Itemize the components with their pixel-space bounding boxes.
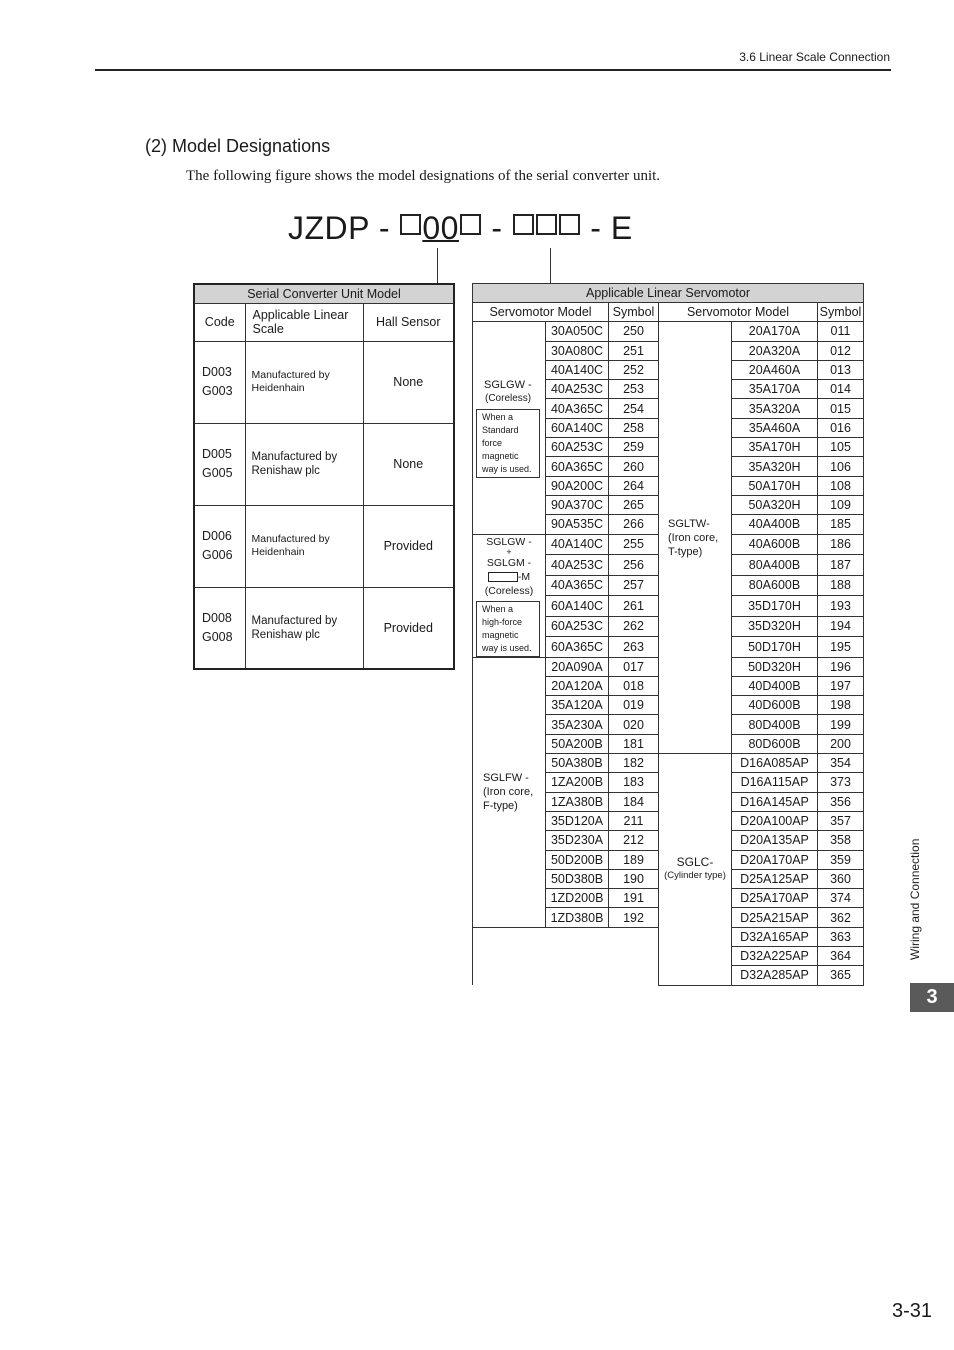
symbol-cell: 251 (609, 341, 659, 360)
group-label: F-type) (483, 800, 518, 813)
model-cell: 50A200B (546, 734, 609, 753)
symbol-cell: 252 (609, 360, 659, 379)
code-cell (194, 341, 245, 423)
model-cell: 60A365C (546, 457, 609, 476)
model-cell: 35A120A (546, 696, 609, 715)
symbol-cell: 259 (609, 438, 659, 457)
model-cell: 80D400B (732, 715, 818, 734)
model-cell: 60A253C (546, 438, 609, 457)
model-sep: - (481, 210, 512, 246)
group-label: SGLTW- (668, 517, 710, 530)
model-cell: 35A320H (732, 457, 818, 476)
model-cell: D32A225AP (732, 947, 818, 966)
scale-cell: Manufactured by Heidenhain (245, 341, 363, 423)
symbol-cell: 020 (609, 715, 659, 734)
model-cell: D16A145AP (732, 792, 818, 811)
suffix-text: -M (517, 570, 531, 583)
col-header-scale: Applicable Linear Scale (245, 303, 363, 341)
hall-cell: Provided (363, 587, 454, 669)
symbol-cell: 183 (609, 773, 659, 792)
header-rule (95, 69, 891, 71)
model-mid: 00 (422, 210, 459, 246)
converter-unit-table (193, 283, 455, 670)
group-label: SGLGW - (486, 535, 532, 548)
code-value: G008 (202, 629, 233, 644)
model-cell: 40A253C (546, 555, 609, 576)
table-row (194, 423, 454, 505)
symbol-cell: 184 (609, 792, 659, 811)
code-value: D006 (202, 529, 232, 543)
group-cell-sglgw-m (473, 534, 546, 657)
model-suffix: - E (580, 210, 633, 246)
symbol-cell: 363 (818, 927, 864, 946)
group-label: T-type) (668, 545, 703, 558)
symbol-cell: 181 (609, 734, 659, 753)
model-cell: 50D380B (546, 869, 609, 888)
running-header: 3.6 Linear Scale Connection (739, 50, 890, 64)
symbol-cell: 356 (818, 792, 864, 811)
group-label: (Iron core, (668, 531, 719, 544)
symbol-cell: 265 (609, 495, 659, 514)
group-label: (Coreless) (484, 584, 534, 597)
symbol-cell: 263 (609, 637, 659, 658)
symbol-cell: 014 (818, 380, 864, 399)
hall-cell: None (363, 423, 454, 505)
group-label: + (506, 546, 512, 557)
model-cell: 35A230A (546, 715, 609, 734)
symbol-cell: 106 (818, 457, 864, 476)
symbol-cell: 354 (818, 754, 864, 773)
symbol-cell: 199 (818, 715, 864, 734)
code-value: D008 (202, 610, 232, 625)
symbol-cell: 198 (818, 696, 864, 715)
symbol-cell: 108 (818, 476, 864, 495)
model-cell: 35D320H (732, 616, 818, 637)
symbol-cell: 196 (818, 657, 864, 676)
code-value: G005 (202, 466, 233, 480)
model-cell: 50D320H (732, 657, 818, 676)
model-cell: 40D600B (732, 696, 818, 715)
symbol-cell: 362 (818, 908, 864, 927)
symbol-cell: 182 (609, 754, 659, 773)
model-cell: 80D600B (732, 734, 818, 753)
table-row (194, 505, 454, 587)
symbol-cell: 250 (609, 322, 659, 341)
symbol-cell: 260 (609, 457, 659, 476)
placeholder-box-icon (559, 214, 580, 235)
group-label: SGLGW - (484, 378, 532, 391)
model-cell: 20A320A (732, 341, 818, 360)
placeholder-box-icon (488, 572, 518, 582)
model-cell: D25A215AP (732, 908, 818, 927)
model-cell: 20A120A (546, 676, 609, 695)
model-cell: D20A135AP (732, 831, 818, 850)
model-cell: 1ZA380B (546, 792, 609, 811)
symbol-cell: 256 (609, 555, 659, 576)
symbol-cell: 359 (818, 850, 864, 869)
symbol-cell: 360 (818, 869, 864, 888)
symbol-cell: 264 (609, 476, 659, 495)
model-cell: D25A125AP (732, 869, 818, 888)
model-cell: 1ZA200B (546, 773, 609, 792)
symbol-cell: 187 (818, 555, 864, 576)
model-cell: 80A400B (732, 555, 818, 576)
group-label: (Coreless) (485, 392, 532, 404)
symbol-cell: 018 (609, 676, 659, 695)
model-cell: 35A460A (732, 418, 818, 437)
symbol-cell: 016 (818, 418, 864, 437)
model-cell: 30A080C (546, 341, 609, 360)
converter-table-title: Serial Converter Unit Model (194, 284, 454, 303)
symbol-cell: 192 (609, 908, 659, 927)
symbol-cell: 211 (609, 811, 659, 830)
placeholder-box-icon (536, 214, 557, 235)
model-cell: 20A170A (732, 322, 818, 341)
group-cell-sglgw (473, 322, 546, 534)
model-cell: D20A170AP (732, 850, 818, 869)
model-cell: 50A380B (546, 754, 609, 773)
chapter-side-title: Wiring and Connection (908, 838, 922, 960)
model-cell: 60A365C (546, 637, 609, 658)
symbol-cell: 194 (818, 616, 864, 637)
group-label: SGLGM - (486, 556, 532, 569)
col-header-hall: Hall Sensor (363, 303, 454, 341)
scale-cell: Manufactured by Renishaw plc (245, 587, 363, 669)
group-label: SGLC- (676, 855, 714, 870)
model-cell: D16A085AP (732, 754, 818, 773)
symbol-cell: 011 (818, 322, 864, 341)
model-cell: 40A253C (546, 380, 609, 399)
model-cell: 35D170H (732, 596, 818, 617)
hall-cell: Provided (363, 505, 454, 587)
model-cell: D16A115AP (732, 773, 818, 792)
code-cell (194, 423, 245, 505)
servo-table-title: Applicable Linear Servomotor (473, 284, 864, 303)
model-cell: 20A090A (546, 657, 609, 676)
code-value: G006 (202, 548, 233, 562)
model-cell: 35A170A (732, 380, 818, 399)
symbol-cell: 190 (609, 869, 659, 888)
scale-cell: Manufactured by Heidenhain (245, 505, 363, 587)
page-number: 3-31 (892, 1300, 933, 1322)
group-label: (Iron core, (483, 786, 534, 799)
model-designation (288, 210, 633, 247)
model-cell: D20A100AP (732, 811, 818, 830)
group-label: SGLFW - (483, 772, 529, 785)
converter-code-placeholder (399, 210, 482, 246)
symbol-cell: 105 (818, 438, 864, 457)
symbol-cell: 195 (818, 637, 864, 658)
model-cell: 20A460A (732, 360, 818, 379)
symbol-cell: 266 (609, 515, 659, 534)
model-cell: 40A400B (732, 515, 818, 534)
group-cell-sglc (659, 754, 732, 986)
symbol-cell: 357 (818, 811, 864, 830)
symbol-cell: 013 (818, 360, 864, 379)
symbol-cell: 374 (818, 889, 864, 908)
code-value: D003 (202, 365, 232, 379)
model-cell: 35D230A (546, 831, 609, 850)
model-cell: 90A535C (546, 515, 609, 534)
model-cell: 60A140C (546, 418, 609, 437)
code-cell (194, 587, 245, 669)
table-row (194, 587, 454, 669)
group-cell-sgltw (659, 322, 732, 754)
model-cell: 50D200B (546, 850, 609, 869)
intro-text: The following figure shows the model designations of the serial converter unit. (186, 168, 661, 184)
table-row (473, 322, 864, 341)
group-label: When a high-force magnetic way is used. (476, 601, 540, 657)
symbol-cell: 262 (609, 616, 659, 637)
model-cell: 40D400B (732, 676, 818, 695)
symbol-cell: 185 (818, 515, 864, 534)
symbol-cell: 017 (609, 657, 659, 676)
symbol-placeholder (512, 210, 581, 246)
col-header-code: Code (194, 303, 245, 341)
leader-line-servomotor (550, 248, 551, 284)
placeholder-box-icon (513, 214, 534, 235)
symbol-cell: 189 (609, 850, 659, 869)
model-cell: 1ZD200B (546, 889, 609, 908)
model-cell: 1ZD380B (546, 908, 609, 927)
symbol-cell: 258 (609, 418, 659, 437)
group-label: (Cylinder type) (664, 870, 726, 882)
model-cell: 80A600B (732, 575, 818, 596)
symbol-cell: 253 (609, 380, 659, 399)
col-header-symbol: Symbol (818, 303, 864, 322)
symbol-cell: 261 (609, 596, 659, 617)
symbol-cell: 365 (818, 966, 864, 985)
symbol-cell: 191 (609, 889, 659, 908)
model-cell: 35D120A (546, 811, 609, 830)
model-cell: 50D170H (732, 637, 818, 658)
group-cell-sglfw (473, 657, 546, 927)
code-value: G003 (202, 384, 233, 398)
symbol-cell: 358 (818, 831, 864, 850)
symbol-cell: 019 (609, 696, 659, 715)
model-cell: 50A320H (732, 495, 818, 514)
symbol-cell: 109 (818, 495, 864, 514)
symbol-cell: 012 (818, 341, 864, 360)
model-cell: D25A170AP (732, 889, 818, 908)
leader-line-converter (437, 248, 438, 284)
symbol-cell: 257 (609, 575, 659, 596)
code-cell (194, 505, 245, 587)
section-title: (2) Model Designations (145, 136, 331, 156)
symbol-cell: 015 (818, 399, 864, 418)
blank-area (473, 927, 659, 985)
hall-cell: None (363, 341, 454, 423)
model-cell: 90A370C (546, 495, 609, 514)
model-cell: 60A140C (546, 596, 609, 617)
model-cell: D32A165AP (732, 927, 818, 946)
symbol-cell: 186 (818, 534, 864, 555)
scale-cell: Manufactured by Renishaw plc (245, 423, 363, 505)
symbol-cell: 200 (818, 734, 864, 753)
model-cell: 35A320A (732, 399, 818, 418)
group-label: When a Standard force magnetic way is used. (476, 409, 540, 478)
symbol-cell: 188 (818, 575, 864, 596)
placeholder-box-icon (400, 214, 421, 235)
model-cell: 35A170H (732, 438, 818, 457)
symbol-cell: 254 (609, 399, 659, 418)
model-cell: 50A170H (732, 476, 818, 495)
model-cell: D32A285AP (732, 966, 818, 985)
model-cell: 60A253C (546, 616, 609, 637)
symbol-cell: 212 (609, 831, 659, 850)
symbol-cell: 255 (609, 534, 659, 555)
symbol-cell: 364 (818, 947, 864, 966)
model-cell: 40A365C (546, 575, 609, 596)
model-cell: 40A600B (732, 534, 818, 555)
coil-suffix (476, 570, 542, 584)
symbol-cell: 197 (818, 676, 864, 695)
placeholder-box-icon (460, 214, 481, 235)
col-header-servomotor-model: Servomotor Model (473, 303, 609, 322)
col-header-symbol: Symbol (609, 303, 659, 322)
code-value: D005 (202, 447, 232, 461)
symbol-cell: 193 (818, 596, 864, 617)
col-header-servomotor-model: Servomotor Model (659, 303, 818, 322)
symbol-cell: 373 (818, 773, 864, 792)
model-prefix: JZDP - (288, 210, 400, 246)
model-cell: 90A200C (546, 476, 609, 495)
table-row (194, 341, 454, 423)
chapter-number-tab: 3 (910, 983, 954, 1012)
model-cell: 30A050C (546, 322, 609, 341)
model-cell: 40A140C (546, 534, 609, 555)
model-cell: 40A365C (546, 399, 609, 418)
model-cell: 40A140C (546, 360, 609, 379)
servomotor-table (472, 283, 864, 986)
